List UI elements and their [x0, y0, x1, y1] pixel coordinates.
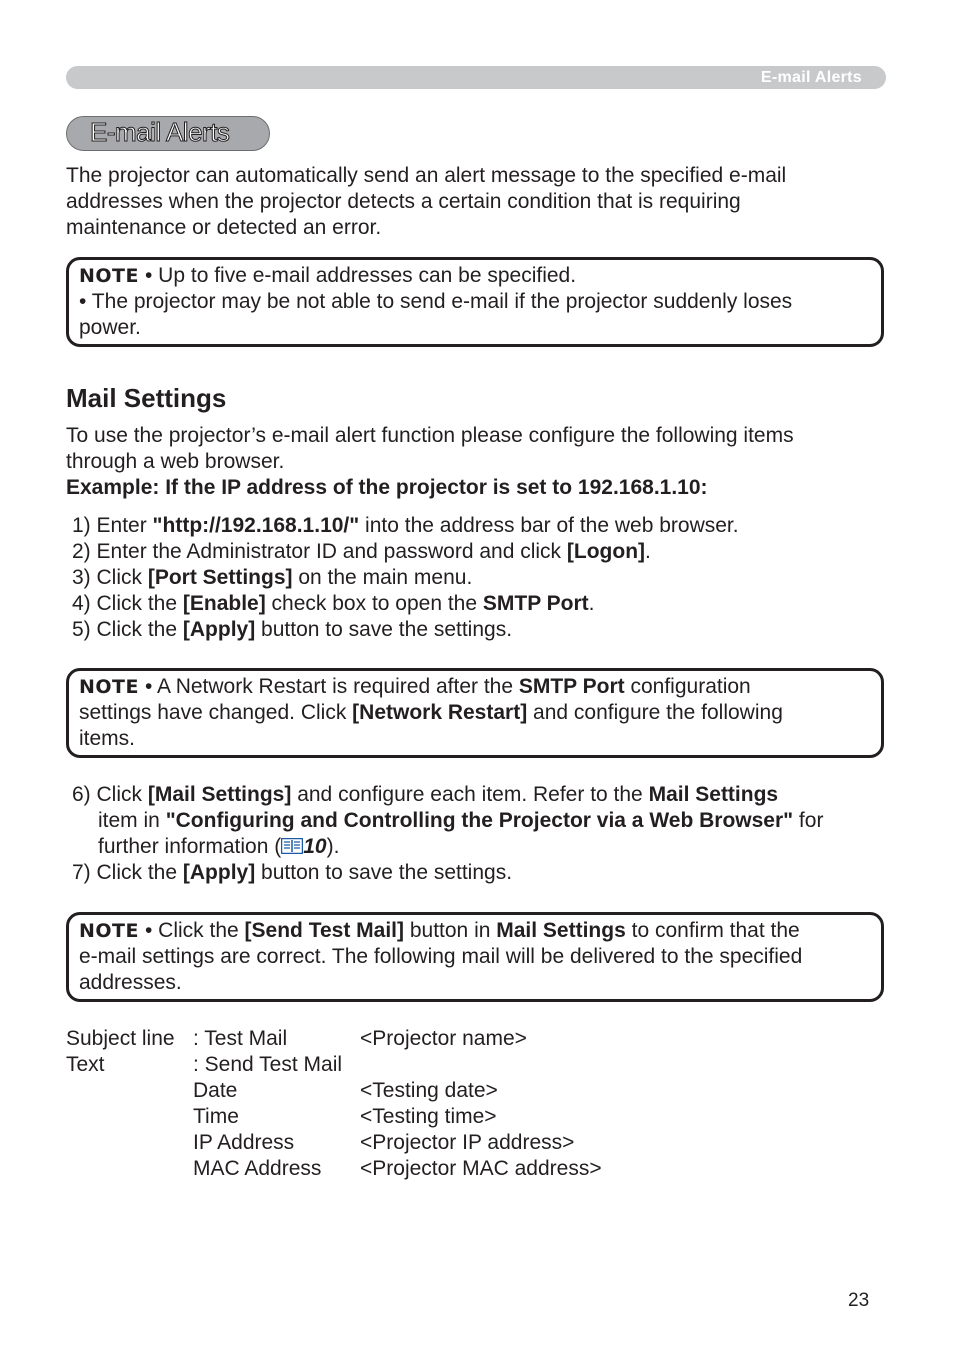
mail-value: Time [193, 1105, 239, 1128]
intro-paragraph [66, 163, 786, 241]
mail-label: Text [66, 1053, 105, 1076]
mail-value: : Test Mail [193, 1027, 288, 1050]
manual-book-icon [281, 835, 303, 851]
note-text: e-mail settings are correct. The following mail will be delivered to the specified [79, 945, 803, 968]
mail-settings-intro [66, 423, 794, 501]
note-text: addresses. [79, 971, 182, 994]
intro-line: maintenance or detected an error. [66, 216, 382, 239]
paragraph-line: To use the projector’s e-mail alert function please configure the following items [66, 424, 794, 447]
step-6-line-2: item in "Configuring and Controlling the Projector via a Web Browser" for [98, 809, 824, 832]
example-line: Example: If the IP address of the projector is set to 192.168.1.10: [66, 476, 708, 499]
note-box-2: NOTE • A Network Restart is required after the SMTP Port configuration settings have changed. Click [Network Restart] and configure the following items. [66, 668, 884, 758]
mail-placeholder: <Projector name> [360, 1027, 527, 1050]
mail-values [193, 1026, 342, 1182]
note-tag: NOTE [79, 920, 139, 942]
mail-labels [66, 1026, 175, 1078]
intro-line: addresses when the projector detects a certain condition that is requiring [66, 190, 741, 213]
mail-settings-heading: Mail Settings [66, 383, 227, 413]
step-3: 3) Click [Port Settings] on the main menu. [72, 566, 473, 589]
page-number: 23 [848, 1290, 870, 1311]
mail-value: IP Address [193, 1131, 295, 1154]
step-6: 6) Click [Mail Settings] and configure each item. Refer to the Mail Settings [72, 783, 779, 806]
intro-line: The projector can automatically send an alert message to the specified e-mail [66, 164, 787, 187]
page-reference[interactable]: 10 [303, 835, 327, 858]
steps-list [72, 513, 739, 643]
mail-label: Subject line [66, 1027, 175, 1050]
mail-value: : Send Test Mail [193, 1053, 343, 1076]
note-text: items. [79, 727, 136, 750]
mail-value: MAC Address [193, 1157, 322, 1180]
step-2: 2) Enter the Administrator ID and password and click [Logon]. [72, 540, 651, 563]
step-5: 5) Click the [Apply] button to save the settings. [72, 618, 513, 641]
note-box-1 [66, 257, 884, 347]
steps-list-2 [72, 782, 823, 886]
paragraph-line: through a web browser. [66, 450, 285, 473]
mail-placeholder: <Projector IP address> [360, 1131, 575, 1154]
header-label: E-mail Alerts [760, 69, 862, 86]
mail-placeholder: <Testing date> [360, 1079, 498, 1102]
note-box-3: NOTE • Click the [Send Test Mail] button in Mail Settings to confirm that the e-mail settings are correct. The following mail will be delivered to the specified addresses. [66, 912, 884, 1002]
mail-placeholders [360, 1026, 602, 1182]
note-text: power. [79, 316, 141, 339]
mail-placeholder: <Projector MAC address> [360, 1157, 602, 1180]
step-6-line-3: further information ( 10). [98, 835, 340, 858]
note-text: • The projector may be not able to send e-mail if the projector suddenly loses [79, 290, 793, 313]
note-text: • Up to five e-mail addresses can be specified. [145, 264, 577, 287]
mail-placeholder: <Testing time> [360, 1105, 497, 1128]
mail-value: Date [193, 1079, 238, 1102]
section-title: E-mail Alerts [90, 117, 230, 147]
note-tag: NOTE [79, 265, 139, 287]
step-1: 1) Enter "http://192.168.1.10/" into the address bar of the web browser. [72, 514, 739, 537]
step-7: 7) Click the [Apply] button to save the settings. [72, 861, 513, 884]
note-tag: NOTE [79, 676, 139, 698]
step-4: 4) Click the [Enable] check box to open the SMTP Port. [72, 592, 595, 615]
